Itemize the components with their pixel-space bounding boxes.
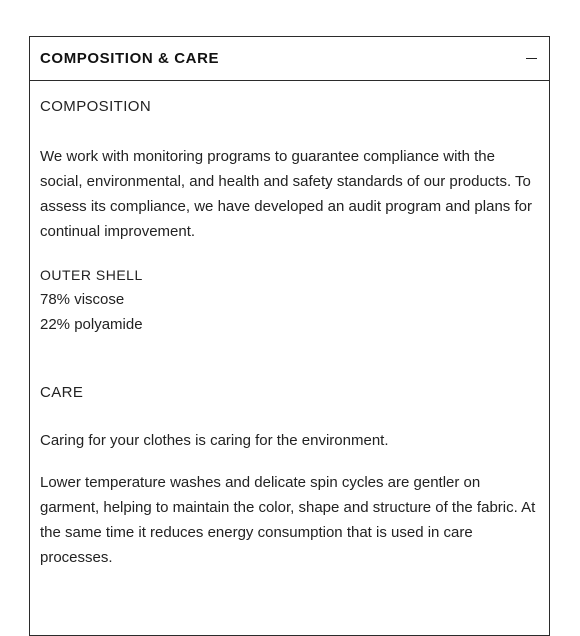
- care-intro: Caring for your clothes is caring for the environment.: [40, 432, 389, 449]
- outer-shell-label: OUTER SHELL: [40, 267, 143, 283]
- accordion-header[interactable]: [30, 37, 549, 81]
- accordion-title: COMPOSITION & CARE: [40, 50, 220, 67]
- care-heading: CARE: [40, 384, 84, 401]
- material-line: 22% polyamide: [40, 316, 143, 333]
- care-paragraph: Lower temperature washes and delicate spin cycles are gentler on garment, helping to maintain the color, shape and structure of the fabric. At the same time it reduces energy consumption that is used in care processes.: [40, 474, 536, 566]
- composition-care-accordion: [29, 36, 550, 636]
- composition-paragraph: We work with monitoring programs to guarantee compliance with the social, environmental, and health and safety standards of our products. To assess its compliance, we have developed an audit program and plans for continual improvement.: [40, 148, 532, 240]
- minus-icon[interactable]: [523, 51, 539, 67]
- material-line: 78% viscose: [40, 291, 125, 308]
- composition-heading: COMPOSITION: [40, 98, 152, 115]
